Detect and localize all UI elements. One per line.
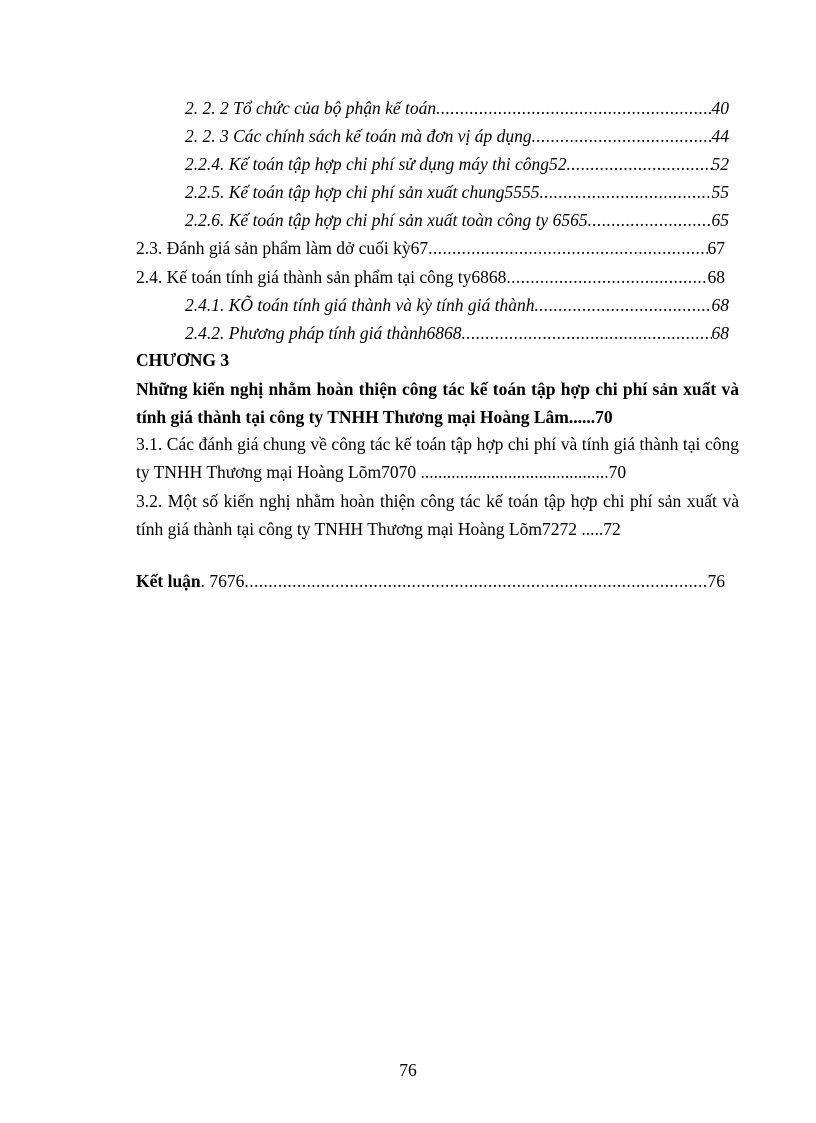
toc-entry	[136, 265, 725, 289]
toc-entry	[185, 293, 729, 317]
dot-leader	[532, 124, 712, 148]
toc-entry-page: 52	[711, 154, 729, 174]
toc-entry-page: 55	[711, 182, 729, 202]
dot-leader	[462, 321, 712, 345]
toc-entry-title: 2.4. Kế toán tính giá thành sản phẩm tại công ty6868	[136, 267, 507, 287]
chapter-heading: CHƯƠNG 3	[136, 350, 230, 370]
dot-leader	[244, 569, 707, 593]
toc-entry-title: 3.1. Các đánh giá chung về công tác kế toán tập hợp chi phí và tính giá thành tại công ty TNHH Thương mại Hoàng Lõm7070	[136, 434, 739, 482]
toc-section-3-2	[136, 488, 739, 543]
dot-leader	[539, 180, 711, 204]
toc-entry-page: 68	[707, 267, 725, 287]
toc-entry-page: 68	[711, 295, 729, 315]
toc-entry-title: 2.2.6. Kế toán tập hợp chi phí sản xuất toàn công ty 6565	[185, 210, 588, 230]
dot-leader	[567, 152, 712, 176]
toc-entry	[185, 96, 729, 120]
toc-entry-title: 2.2.4. Kế toán tập hợp chi phí sử dụng máy thi công52	[185, 154, 567, 174]
dot-leader	[436, 96, 711, 120]
toc-entry-page: 65	[711, 210, 729, 230]
toc-entry-page: 67	[707, 238, 725, 258]
toc-entry-title: 2.2.5. Kế toán tập hợp chi phí sản xuất chung5555	[185, 182, 540, 202]
dot-leader	[428, 236, 707, 260]
toc-entry	[185, 321, 729, 345]
dot-leader	[588, 208, 712, 232]
toc-entry-page: 68	[711, 323, 729, 343]
toc-entry-page: 44	[711, 126, 729, 146]
toc-entry	[185, 180, 729, 204]
page-number: 76	[399, 1060, 417, 1080]
dot-leader	[535, 293, 712, 317]
toc-section-3-1	[136, 431, 739, 486]
toc-entry	[185, 124, 729, 148]
toc-entry-title: 2.4.1. KÕ toán tính giá thành và kỳ tính giá thành	[185, 295, 535, 315]
conclusion-suffix: . 7676	[200, 571, 245, 591]
toc-entry	[185, 152, 729, 176]
toc-entry	[136, 236, 725, 260]
dot-leader	[506, 265, 707, 289]
toc-conclusion	[136, 569, 725, 593]
toc-entry-title: 3.2. Một số kiến nghị nhằm hoàn thiện công tác kế toán tập hợp chi phí sản xuất và tính giá thành tại công ty TNHH Thương mại Hoàng Lõm7272	[136, 491, 739, 539]
toc-entry-title: 2. 2. 3 Các chính sách kế toán mà đơn vị áp dụng	[185, 126, 532, 146]
toc-entry-page: 70	[608, 461, 627, 482]
dot-leader: ...........................................	[420, 461, 609, 482]
chapter-title-text: Những kiến nghị nhằm hoàn thiện công tác kế toán tập hợp chi phí sản xuất và tính giá thành tại công ty TNHH Thương mại Hoàng Lâm	[136, 379, 739, 427]
toc-entry-title: 2.4.2. Phương pháp tính giá thành6868	[185, 323, 462, 343]
toc-entry	[185, 208, 729, 232]
chapter-title-page: ......70	[568, 406, 613, 427]
toc-entry-page: 76	[707, 571, 725, 591]
toc-entry-title: 2. 2. 2 Tổ chức của bộ phận kế toán	[185, 98, 437, 118]
conclusion-label: Kết luận	[136, 571, 201, 591]
chapter-title	[136, 376, 739, 431]
toc-entry-page: .....72	[581, 518, 621, 539]
toc-entry-page: 40	[711, 98, 729, 118]
toc-entry-title: 2.3. Đánh giá sản phẩm làm dở cuối kỳ67	[136, 238, 429, 258]
